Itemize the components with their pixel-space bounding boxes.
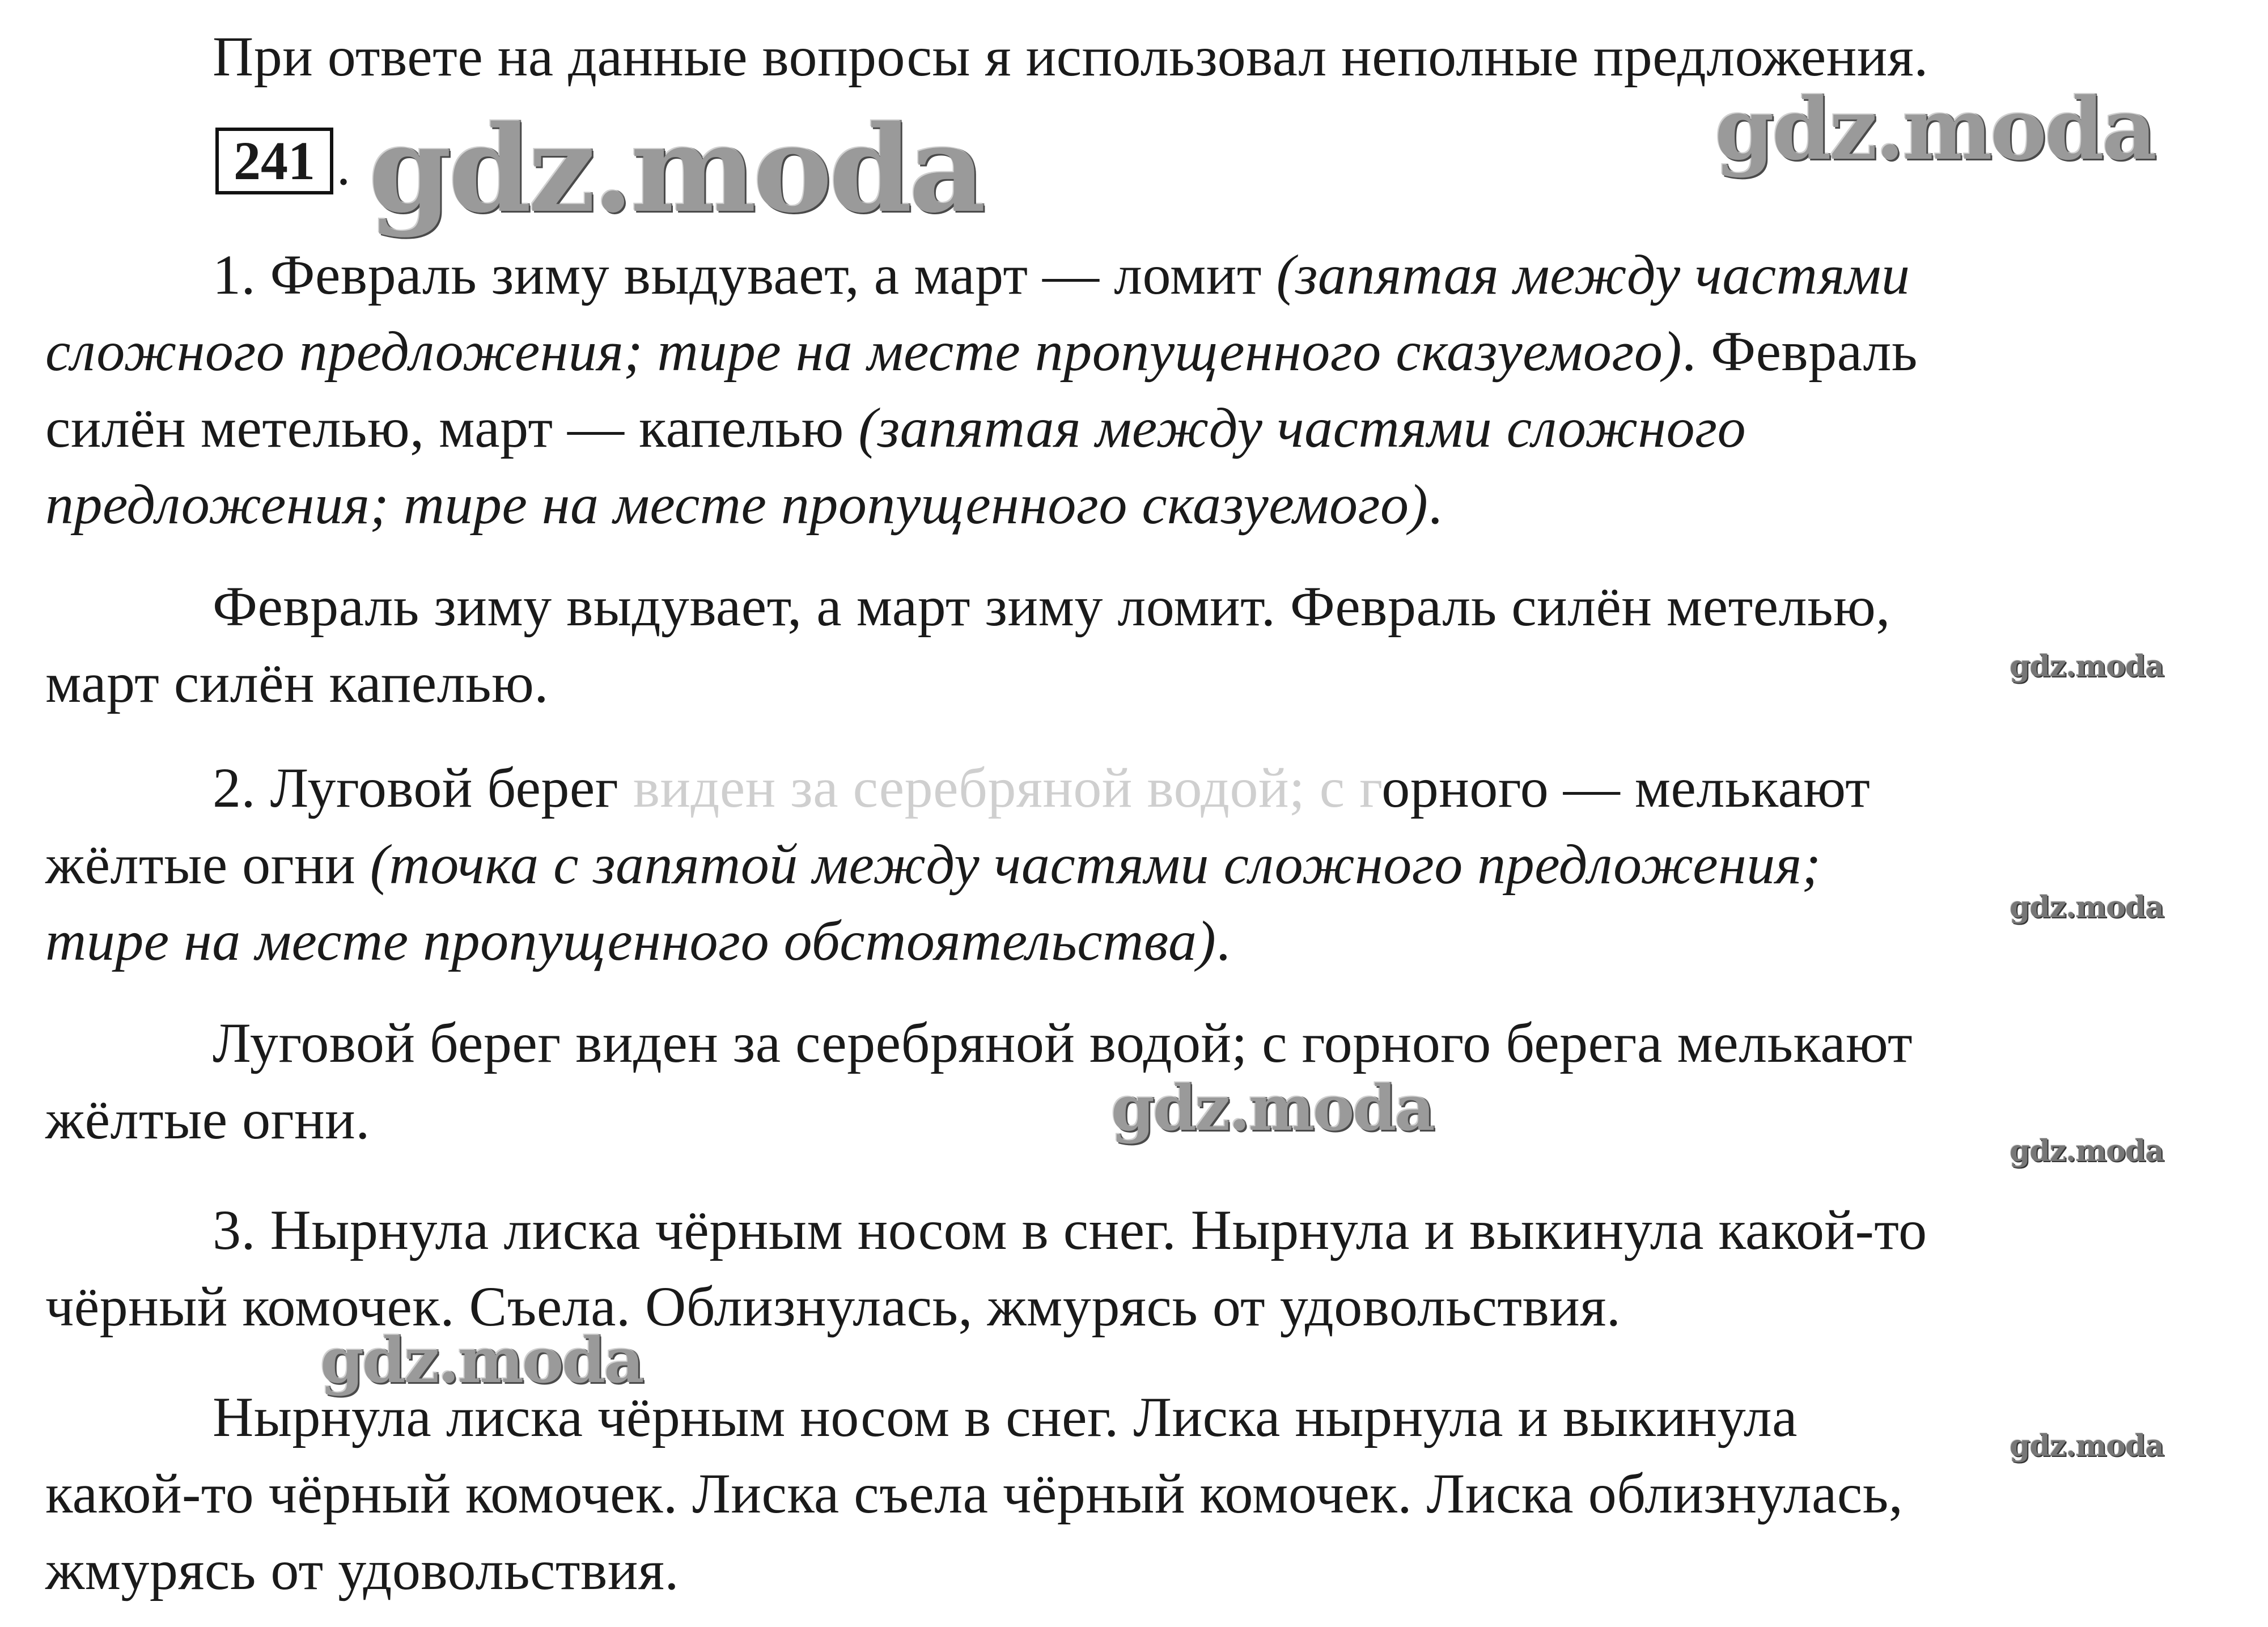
exercise-number-dot: .	[337, 135, 350, 196]
watermark-logo: gdz.moda	[368, 99, 983, 239]
para2-line1: Февраль зиму выдувает, а март зиму ломит. Февраль силён метелью,	[213, 575, 1890, 638]
para3-line1	[213, 754, 1870, 822]
para3-line3-text: .	[1216, 909, 1231, 972]
para3-line3	[45, 907, 1231, 975]
para3-line2-text: жёлтые огни	[45, 833, 370, 896]
para1-line3-italic: (запятая между частями сложного	[858, 396, 1746, 459]
intro-line: При ответе на данные вопросы я использовал неполные предложения.	[213, 25, 1928, 88]
para2-line2: март силён капелью.	[45, 651, 549, 714]
para4-line1: Луговой берег виден за серебряной водой; с горного берега мелькают	[213, 1011, 1913, 1074]
watermark-logo: gdz.moda	[1111, 1071, 1434, 1145]
para1-line3-text: силён метелью, март — капелью	[45, 396, 859, 459]
watermark-logo: gdz.moda	[1715, 79, 2155, 179]
exercise-number: 241	[215, 128, 333, 194]
para3-line1-faded: виден за серебряной водой; с г	[633, 756, 1382, 819]
para1-line2	[45, 317, 1918, 385]
para5-line1: 3. Нырнула лиска чёрным носом в снег. Нырнула и выкинула какой-то	[213, 1198, 1927, 1261]
para1-line4-text: .	[1428, 473, 1443, 536]
para6-line2: какой-то чёрный комочек. Лиска съела чёрный комочек. Лиска облизнулась,	[45, 1462, 1904, 1525]
watermark-logo: gdz.moda	[2010, 1429, 2164, 1463]
watermark-logo: gdz.moda	[2010, 890, 2164, 925]
para4-line2: жёлтые огни.	[45, 1088, 370, 1151]
para1-line4	[45, 471, 1443, 539]
para1-line2-italic: сложного предложения; тире на месте пропущенного сказуемого)	[45, 320, 1682, 383]
watermark-logo: gdz.moda	[2010, 649, 2164, 684]
para1-line4-italic: предложения; тире на месте пропущенного сказуемого)	[45, 473, 1428, 536]
para3-line2-italic: (точка с запятой между частями сложного предложения;	[370, 833, 1821, 896]
watermark-logo: gdz.moda	[2010, 1134, 2164, 1168]
para3-line3-italic: тире на месте пропущенного обстоятельства)	[45, 909, 1216, 972]
watermark-logo: gdz.moda	[320, 1324, 643, 1397]
para5-line2: чёрный комочек. Съела. Облизнулась, жмурясь от удовольствия.	[45, 1275, 1621, 1338]
para1-line1-text: 1. Февраль зиму выдувает, а март — ломит	[213, 243, 1277, 306]
para3-line1-text-a: 2. Луговой берег	[213, 756, 633, 819]
para1-line3	[45, 394, 1746, 462]
para6-line3: жмурясь от удовольствия.	[45, 1539, 679, 1601]
para1-line2-text: . Февраль	[1682, 320, 1918, 383]
para3-line1-text-b: орного — мелькают	[1381, 756, 1871, 819]
para6-line1: Нырнула лиска чёрным носом в снег. Лиска нырнула и выкинула	[213, 1386, 1798, 1448]
para1-line1	[213, 241, 1910, 309]
para3-line2	[45, 831, 1821, 899]
para1-line1-italic: (запятая между частями	[1276, 243, 1910, 306]
